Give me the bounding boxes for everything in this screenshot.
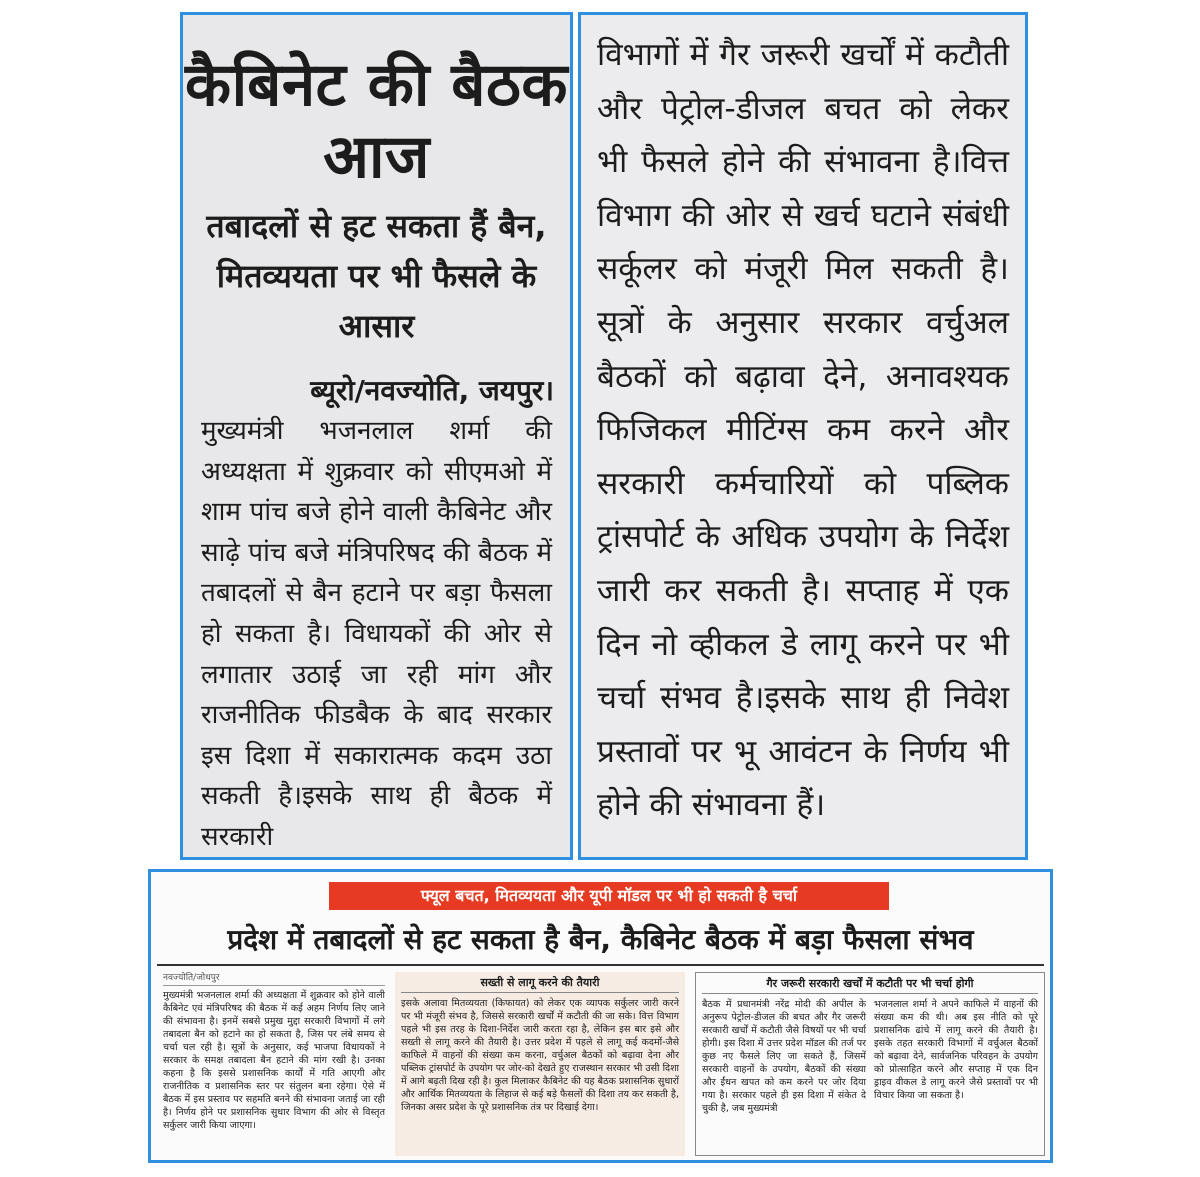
divider	[157, 964, 1044, 966]
article-column-1	[163, 972, 385, 1132]
clipping-3	[148, 869, 1053, 1163]
column-text: मुख्यमंत्री भजनलाल शर्मा की अध्यक्षता में शुक्रवार को होने वाली कैबिनेट एवं मंत्रिपरिषद की बैठक में कई अहम निर्णय लिए जाने की संभावना है। इनमें सबसे प्रमुख मुद्दा सरकारी विभागों में लगे तबादला बैन को हटाने का हो सकता है, जिस पर लंबे समय से चर्चा चल रही है। सूत्रों के अनुसार, कई भाजपा विधायकों ने सरकार के समक्ष तबादला बैन हटाने की मांग रखी है। उनका कहना है कि इससे प्रशासनिक कार्यों में गति आएगी और राजनीतिक व प्रशासनिक स्तर पर संतुलन बना रहेगा। ऐसे में बैठक में इस प्रस्ताव पर सहमति बनने की संभावना जताई जा रही है। निर्णय होने पर प्रशासनिक सुधार विभाग की ओर से विस्तृत सर्कुलर जारी किया जाएगा।	[163, 990, 385, 1131]
column-text: इसके अलावा मितव्ययता (किफायत) को लेकर एक व्यापक सर्कुलर जारी करने पर भी मंजूरी संभव है, जिससे सरकारी खर्चों में कटौती की जा सके। वित्त विभाग पहले भी इस तरह के दिशा-निर्देश जारी करता रहा है, लेकिन इस बार इसे और सख्ती से लागू करने की तैयारी है। उत्तर प्रदेश में पहले से लागू कई कदमों-जैसे काफिले में वाहनों की संख्या कम करना, वर्चुअल बैठकों को बढ़ावा देना और पब्लिक ट्रांसपोर्ट के उपयोग पर जोर-को देखते हुए राजस्थान सरकार भी उसी दिशा में आगे बढ़ती दिख रही है। कुल मिलाकर कैबिनेट की यह बैठक प्रशासनिक सुधारों और आर्थिक मितव्ययता के लिहाज से कई बड़े फैसलों की दिशा तय कर सकती है, जिनका असर प्रदेश के पूरे प्रशासनिक तंत्र पर दिखाई देगा।	[401, 998, 679, 1113]
article-column-2	[395, 972, 685, 1156]
headline: प्रदेश में तबादलों से हट सकता है बैन, कैबिनेट बैठक में बड़ा फैसला संभव	[227, 923, 974, 956]
article-body-continued: विभागों में गैर जरूरी खर्चों में कटौती और पेट्रोल-डीजल बचत को लेकर भी फैसले होने की संभावना है।वित्त विभाग की ओर से खर्च घटाने संबंधी सर्कूलर को मंजूरी मिल सकती है। सूत्रों के अनुसार सरकार वर्चुअल बैठकों को बढ़ावा देने, अनावश्यक फिजिकल मीटिंग्स कम करने और सरकारी कर्मचारियों को पब्लिक ट्रांसपोर्ट के अधिक उपयोग के निर्देश जारी कर सकती है। सप्ताह में एक दिन नो व्हीकल डे लागू करने पर भी चर्चा संभव है।इसके साथ ही निवेश प्रस्तावों पर भू आवंटन के निर्णय भी होने की संभावना हैं।	[597, 37, 1009, 824]
article-body: मुख्यमंत्री भजनलाल शर्मा की अध्यक्षता में शुक्रवार को सीएमओ में शाम पांच बजे होने वाली कैबिनेट और साढ़े पांच बजे मंत्रिपरिषद की बैठक में तबादलों से बैन हटाने पर बड़ा फैसला हो सकता है। विधायकों की ओर से लगातार उठाई जा रही मांग और राजनीतिक फीडबैक के बाद सरकार इस दिशा में सकारात्मक कदम उठा सकती है।इसके साथ ही बैठक में सरकारी	[201, 416, 552, 852]
column-text: भजनलाल शर्मा ने अपने काफिले में वाहनों की संख्या कम की थी। अब इस नीति को पूरे प्रशासनिक ढांचे में लागू करने की तैयारी है। इसके तहत सरकारी विभागों में वर्चुअल बैठकों को बढ़ावा देने, सार्वजनिक परिवहन के उपयोग को प्रोत्साहित करने और सप्ताह में एक दिन ड्राइव वीकल डे लागू करने जैसे प्रस्तावों पर भी विचार किया जा सकता है।	[874, 999, 1038, 1101]
column-heading: गैर जरूरी सरकारी खर्चों में कटौती पर भी चर्चा होगी	[702, 973, 1038, 994]
clipping-1	[180, 12, 573, 860]
kicker-banner: फ्यूल बचत, मितव्ययता और यूपी मॉडल पर भी हो सकती है चर्चा	[329, 882, 889, 910]
subheadline: तबादलों से हट सकता हैं बैन, मितव्ययता पर भी फैसले के आसार	[206, 207, 547, 345]
article-column-3	[695, 972, 1045, 1156]
headline: कैबिनेट की बैठक आज	[184, 50, 569, 192]
column-heading: सख्ती से लागू करने की तैयारी	[401, 972, 679, 993]
byline: नवज्योति/जोधपुर	[163, 972, 385, 986]
dateline: ब्यूरो/नवज्योति, जयपुर।	[310, 374, 554, 407]
column-text: बैठक में प्रधानमंत्री नरेंद्र मोदी की अपील के अनुरूप पेट्रोल-डीजल की बचत और गैर जरूरी सरकारी खर्चों में कटौती जैसे विषयों पर भी चर्चा होगी। इस दिशा में उत्तर प्रदेश मॉडल की तर्ज पर कुछ नए फैसले लिए जा सकते हैं, जिसमें सरकारी वाहनों के उपयोग, बैठकों की संख्या और ईंधन खपत को कम करने पर जोर दिया गया है। सरकार पहले ही इस दिशा में संकेत दे चुकी है, जब मुख्यमंत्री	[702, 999, 866, 1114]
clipping-2	[578, 12, 1028, 860]
